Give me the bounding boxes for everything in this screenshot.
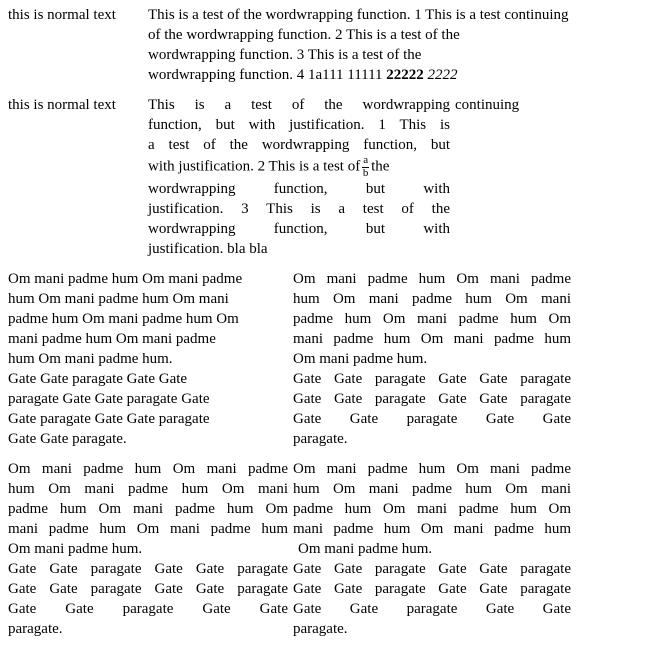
text-line: Om mani padme hum. bbox=[8, 541, 143, 558]
column-justified-left bbox=[8, 459, 288, 639]
text-line: a test of the wordwrapping function, but bbox=[148, 137, 450, 153]
text-line: Gate Gate paragate Gate Gate bbox=[8, 601, 288, 618]
wrapped-text: This is a test of the wordwrapping function. 1 This is a test bbox=[148, 7, 501, 23]
column-justified bbox=[293, 269, 571, 449]
wrapped-text: wordwrapping function. 4 1a111 11111 bbox=[148, 67, 383, 83]
text-line: Om mani padme hum Om mani padme bbox=[8, 461, 288, 478]
two-column-block-1 bbox=[8, 269, 645, 449]
continuing-label: continuing bbox=[504, 7, 569, 23]
text-line: justification. 3 This is a test of the bbox=[148, 201, 450, 218]
text-line bbox=[148, 5, 569, 25]
first-line-row bbox=[148, 95, 520, 115]
text-line: Gate Gate paragate Gate Gate bbox=[8, 371, 188, 388]
text-line-rich bbox=[148, 65, 569, 85]
text-line: padme hum Om mani padme hum Om bbox=[8, 311, 239, 328]
text-line: wordwrapping function, but with bbox=[148, 181, 450, 198]
text-line: Gate Gate paragate. bbox=[8, 431, 127, 448]
text-line: Gate Gate paragate Gate Gate paragate bbox=[293, 371, 571, 388]
two-column-block-2 bbox=[8, 459, 645, 639]
fraction bbox=[362, 155, 369, 179]
text-line: mani padme hum Om mani padme bbox=[8, 331, 216, 348]
text-line: hum Om mani padme hum Om mani bbox=[8, 481, 288, 498]
text-line: padme hum Om mani padme hum Om bbox=[8, 501, 288, 518]
text-line: Gate Gate paragate Gate Gate paragate bbox=[8, 581, 288, 598]
text-line: Om mani padme hum Om mani padme bbox=[8, 271, 243, 288]
text-line: Om mani padme hum. bbox=[298, 541, 433, 558]
text-line: justification. bla bla bbox=[148, 241, 268, 258]
text-line: padme hum Om mani padme hum Om bbox=[293, 501, 571, 518]
text-line: hum Om mani padme hum Om mani bbox=[293, 291, 571, 308]
wrapped-text: the bbox=[371, 158, 390, 175]
text-line: paragate Gate Gate paragate Gate bbox=[8, 391, 210, 408]
text-line: Gate Gate paragate Gate Gate bbox=[293, 601, 571, 618]
normal-text-label: this is normal text bbox=[8, 97, 116, 113]
text-line: function, but with justification. 1 This is bbox=[148, 117, 450, 133]
wrapped-column-justified bbox=[148, 95, 520, 259]
text-line: hum Om mani padme hum Om mani bbox=[8, 291, 229, 308]
text-line: Om mani padme hum. bbox=[293, 351, 428, 368]
wrapped-column bbox=[148, 5, 569, 85]
text-line: This is a test of the wordwrapping bbox=[148, 97, 450, 113]
text-line: padme hum Om mani padme hum Om bbox=[293, 311, 571, 328]
wrap-block-justified-row bbox=[8, 95, 645, 259]
column-justified-right bbox=[293, 459, 571, 639]
text-line: paragate. bbox=[293, 621, 348, 638]
wrap-block-plain bbox=[8, 5, 645, 85]
column-ragged bbox=[8, 269, 288, 449]
italic-text: 2222 bbox=[427, 67, 458, 83]
text-line: Gate paragate Gate Gate paragate bbox=[8, 411, 210, 428]
text-line-fraction bbox=[148, 155, 450, 179]
text-line: mani padme hum Om mani padme hum bbox=[8, 521, 288, 538]
text-line: Gate Gate paragate Gate Gate paragate bbox=[293, 391, 571, 408]
text-line: Om mani padme hum Om mani padme bbox=[293, 271, 571, 288]
text-line: of the wordwrapping function. 2 This is a test of the bbox=[148, 27, 460, 43]
text-line: hum Om mani padme hum Om mani bbox=[293, 481, 571, 498]
wrap-block-justified bbox=[8, 95, 645, 259]
wrapped-text: with justification. 2 This is a test of bbox=[148, 158, 361, 175]
text-line: mani padme hum Om mani padme hum bbox=[293, 521, 571, 538]
text-line: hum Om mani padme hum. bbox=[8, 351, 173, 368]
text-line: wordwrapping function. 3 This is a test of the bbox=[148, 47, 422, 63]
fraction-denominator: b bbox=[362, 166, 369, 179]
text-line: Gate Gate paragate Gate Gate paragate bbox=[293, 581, 571, 598]
text-line: Gate Gate paragate Gate Gate bbox=[293, 411, 571, 428]
text-line: Gate Gate paragate Gate Gate paragate bbox=[293, 561, 571, 578]
normal-text-label: this is normal text bbox=[8, 7, 116, 23]
text-line: Om mani padme hum Om mani padme bbox=[293, 461, 571, 478]
text-line: wordwrapping function, but with bbox=[148, 221, 450, 238]
bold-text: 22222 bbox=[386, 67, 424, 83]
text-line: mani padme hum Om mani padme hum bbox=[293, 331, 571, 348]
text-line: paragate. bbox=[8, 621, 63, 638]
fraction-numerator: a bbox=[363, 154, 369, 166]
continuing-label: continuing bbox=[455, 97, 520, 113]
text-line: Gate Gate paragate Gate Gate paragate bbox=[8, 561, 288, 578]
wrap-block-plain-row bbox=[8, 5, 645, 85]
text-line: paragate. bbox=[293, 431, 348, 448]
